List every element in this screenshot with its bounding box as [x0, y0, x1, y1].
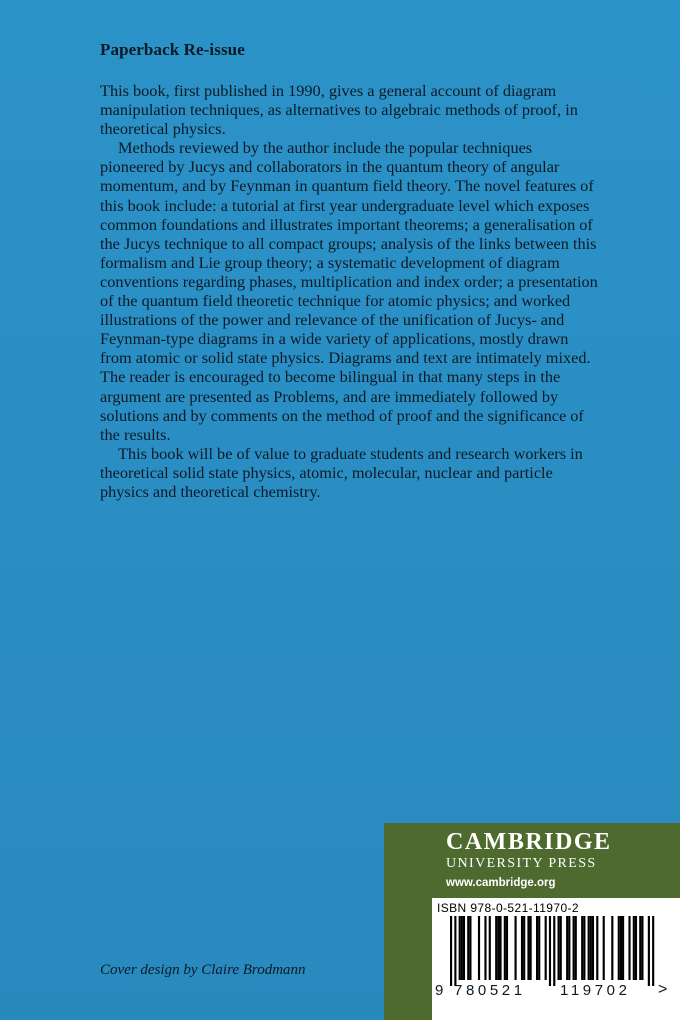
barcode-right-digits: 119702	[560, 982, 631, 999]
barcode-bar	[521, 916, 523, 980]
barcode-bar	[459, 916, 461, 980]
barcode-bar	[603, 916, 605, 980]
blurb-paragraph-1: This book, first published in 1990, gives a general account of diagram manipulation techniques, as alternatives to algebraic methods of proof, in theoretical physics.	[100, 81, 578, 139]
barcode-bar	[560, 916, 562, 980]
barcode-bar	[581, 916, 583, 980]
isbn-barcode	[432, 898, 680, 1020]
barcode-bar	[620, 916, 622, 980]
barcode-bar	[639, 916, 641, 980]
barcode-guard-bar	[454, 916, 456, 986]
barcode-bar	[461, 916, 463, 980]
barcode-bar	[635, 916, 637, 980]
barcode-bar	[568, 916, 570, 980]
cover-design-credit: Cover design by Claire Brodmann	[100, 962, 306, 978]
barcode-bar	[641, 916, 643, 980]
barcode-bar	[504, 916, 506, 980]
barcode-bar	[628, 916, 630, 980]
barcode-bar	[575, 916, 577, 980]
barcode-bar	[497, 916, 499, 980]
barcode-bar	[506, 916, 508, 980]
barcode-bar	[545, 916, 547, 980]
blurb-paragraph-2: Methods reviewed by the author include the popular techniques pioneered by Jucys and collaborators in the quantum theory of angular momentum, and by Feynman in quantum field theory. The novel features of this book include: a tutorial at first year undergraduate level which exposes common foundations and illustrates important theorems; a generalisation of the Jucys technique to all compact groups; analysis of the links between this formalism and Lie group theory; a systematic development of diagram conventions regarding phases, multiplication and index order; a presentation of the quantum field theoretic technique for atomic physics; and worked illustrations of the power and relevance of the unification of Jucys- and Feynman-type diagrams in a wide variety of applications, mostly drawn from atomic or solid state physics. Diagrams and text are intimately mixed. The reader is encouraged to become bilingual in that many steps in the argument are presented as Problems, and are immediately followed by solutions and by comments on the method of proof and the significance of the results.	[100, 138, 598, 444]
barcode-bar	[538, 916, 540, 980]
barcode-bar	[583, 916, 585, 980]
barcode-bar	[484, 916, 486, 980]
barcode-bar	[463, 916, 465, 980]
blurb	[100, 81, 598, 501]
isbn-label: ISBN 978-0-521-11970-2	[437, 901, 579, 915]
barcode-guard-bar	[553, 916, 555, 986]
publisher-logo-name: CAMBRIDGE	[446, 829, 612, 855]
blurb-paragraph-3: This book will be of value to graduate students and research workers in theoretical solid state physics, atomic, molecular, nuclear and particle physics and theoretical chemistry.	[100, 443, 583, 501]
barcode-guard-bar	[549, 916, 551, 986]
barcode-bar	[592, 916, 594, 980]
barcode-bar	[622, 916, 624, 980]
reissue-heading: Paperback Re-issue	[100, 40, 245, 59]
barcode-guard-bar	[652, 916, 654, 986]
barcode-bar	[489, 916, 491, 980]
barcode-bar	[558, 916, 560, 980]
barcode-bar	[618, 916, 620, 980]
barcode-bar	[467, 916, 469, 980]
barcode-bar	[478, 916, 480, 980]
barcode-arrow: >	[658, 981, 668, 998]
barcode-bar	[495, 916, 497, 980]
barcode-bar	[499, 916, 501, 980]
publisher-panel	[384, 823, 680, 1020]
barcode-bar	[523, 916, 525, 980]
publisher-url: www.cambridge.org	[446, 877, 556, 889]
barcode-bars	[432, 916, 676, 986]
barcode-bar	[590, 916, 592, 980]
barcode-bar	[588, 916, 590, 980]
barcode-lead-digit: 9	[435, 982, 444, 999]
barcode-guard-bar	[450, 916, 452, 986]
barcode-guard-bar	[648, 916, 650, 986]
barcode-bar	[536, 916, 538, 980]
barcode-bar	[469, 916, 471, 980]
barcode-bar	[633, 916, 635, 980]
barcode-bar	[515, 916, 517, 980]
barcode-bar	[527, 916, 529, 980]
barcode-left-digits: 780521	[454, 982, 526, 999]
barcode-bar	[573, 916, 575, 980]
barcode-digits	[432, 982, 672, 1006]
barcode-bar	[566, 916, 568, 980]
barcode-bar	[611, 916, 613, 980]
publisher-logo-subtitle: UNIVERSITY PRESS	[446, 856, 597, 871]
barcode-bar	[596, 916, 598, 980]
barcode-bar	[530, 916, 532, 980]
